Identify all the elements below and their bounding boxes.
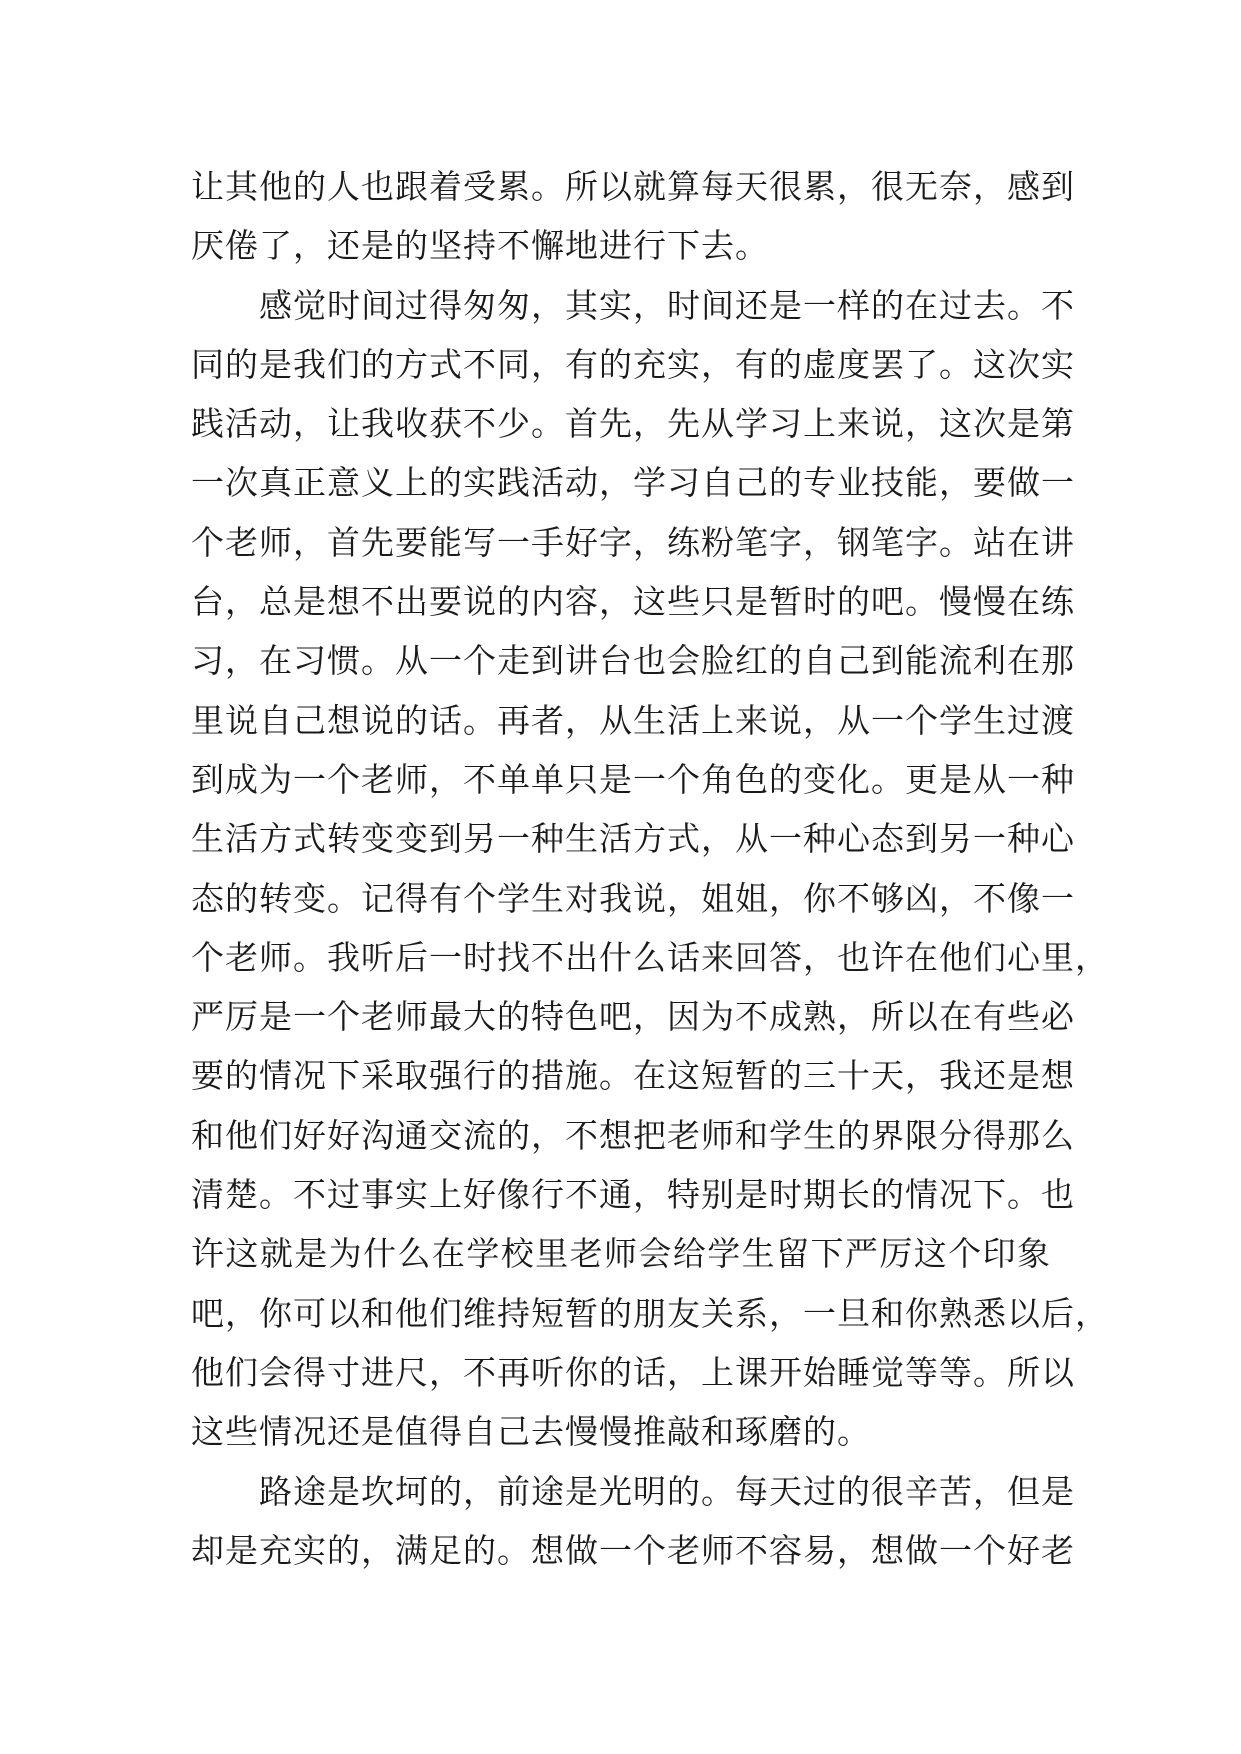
- text-line: 和他们好好沟通交流的，不想把老师和学生的界限分得那么: [191, 1115, 1075, 1155]
- text-line: 态的转变。记得有个学生对我说，姐姐，你不够凶，不像一: [191, 878, 1075, 918]
- text-line: 台，总是想不出要说的内容，这些只是暂时的吧。慢慢在练: [191, 582, 1075, 622]
- text-line: 到成为一个老师，不单单只是一个角色的变化。更是从一种: [191, 759, 1075, 799]
- paragraph-first-line: 感觉时间过得匆匆，其实，时间还是一样的在过去。不: [259, 285, 1075, 325]
- text-line: 里说自己想说的话。再者，从生活上来说，从一个学生过渡: [191, 700, 1075, 740]
- text-line: 一次真正意义上的实践活动，学习自己的专业技能，要做一: [191, 463, 1075, 503]
- text-line: 这些情况还是值得自己去慢慢推敲和琢磨的。: [191, 1412, 871, 1452]
- text-line: 他们会得寸进尺，不再听你的话，上课开始睡觉等等。所以: [191, 1352, 1075, 1392]
- text-line: 个老师。我听后一时找不出什么话来回答，也许在他们心里，: [191, 937, 1109, 977]
- paragraph-first-line: 路途是坎坷的，前途是光明的。每天过的很辛苦，但是: [259, 1471, 1075, 1511]
- body-text: [191, 157, 1109, 1580]
- text-line: 清楚。不过事实上好像行不通，特别是时期长的情况下。也: [191, 1175, 1075, 1215]
- text-line: 习，在习惯。从一个走到讲台也会脸红的自己到能流利在那: [191, 641, 1075, 681]
- text-line: 同的是我们的方式不同，有的充实，有的虚度罢了。这次实: [191, 344, 1075, 384]
- text-line: 许这就是为什么在学校里老师会给学生留下严厉这个印象: [191, 1234, 1051, 1274]
- text-line: 吧，你可以和他们维持短暂的朋友关系，一旦和你熟悉以后，: [191, 1293, 1109, 1333]
- text-line: 厌倦了，还是的坚持不懈地进行下去。: [191, 226, 769, 266]
- text-line: 个老师，首先要能写一手好字，练粉笔字，钢笔字。站在讲: [191, 522, 1075, 562]
- text-line: 生活方式转变变到另一种生活方式，从一种心态到另一种心: [191, 819, 1075, 859]
- text-line: 却是充实的，满足的。想做一个老师不容易，想做一个好老: [191, 1530, 1075, 1570]
- text-line: 让其他的人也跟着受累。所以就算每天很累，很无奈，感到: [191, 167, 1075, 206]
- text-line: 严厉是一个老师最大的特色吧，因为不成熟，所以在有些必: [191, 997, 1075, 1037]
- text-line: 要的情况下采取强行的措施。在这短暂的三十天，我还是想: [191, 1056, 1075, 1096]
- text-line: 践活动，让我收获不少。首先，先从学习上来说，这次是第: [191, 404, 1075, 444]
